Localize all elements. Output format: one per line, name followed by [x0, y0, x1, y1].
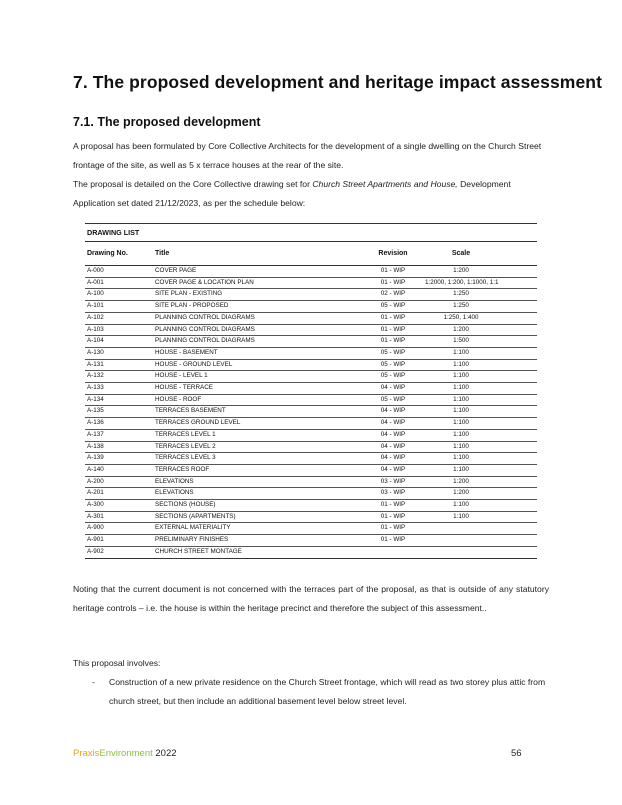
section-heading: 7. The proposed development and heritage impact assessment	[73, 72, 603, 92]
cell-title: TERRACES LEVEL 2	[153, 441, 361, 453]
cell-revision: 05 - WIP	[361, 347, 423, 359]
cell-title: TERRACES LEVEL 1	[153, 429, 361, 441]
drawing-schedule	[85, 242, 537, 559]
header-scale: Scale	[423, 242, 537, 266]
table-row	[85, 464, 537, 476]
cell-title: ELEVATIONS	[153, 488, 361, 500]
cell-drawing-no: A-101	[85, 301, 153, 313]
cell-revision: 05 - WIP	[361, 394, 423, 406]
cell-drawing-no: A-902	[85, 546, 153, 558]
cell-drawing-no: A-301	[85, 511, 153, 523]
cell-title: HOUSE - TERRACE	[153, 383, 361, 395]
cell-title: EXTERNAL MATERIALITY	[153, 523, 361, 535]
cell-scale: 1:250	[423, 289, 537, 301]
cell-scale: 1:200	[423, 266, 537, 278]
cell-title: HOUSE - ROOF	[153, 394, 361, 406]
table-row	[85, 406, 537, 418]
cell-scale: 1:100	[423, 371, 537, 383]
drawing-set-name: Church Street Apartments and House,	[312, 179, 458, 189]
cell-revision: 04 - WIP	[361, 418, 423, 430]
table-row	[85, 453, 537, 465]
cell-scale: 1:100	[423, 394, 537, 406]
table-row	[85, 546, 537, 558]
cell-title: PRELIMINARY FINISHES	[153, 535, 361, 547]
cell-revision: 04 - WIP	[361, 429, 423, 441]
cell-scale: 1:500	[423, 336, 537, 348]
cell-drawing-no: A-132	[85, 371, 153, 383]
cell-scale: 1:200	[423, 476, 537, 488]
footer-brand-praxis: Praxis	[73, 748, 100, 759]
header-revision: Revision	[361, 242, 423, 266]
cell-title: HOUSE - BASEMENT	[153, 347, 361, 359]
cell-drawing-no: A-200	[85, 476, 153, 488]
drawing-list-table	[85, 223, 537, 559]
cell-drawing-no: A-300	[85, 500, 153, 512]
cell-title: PLANNING CONTROL DIAGRAMS	[153, 312, 361, 324]
table-row	[85, 476, 537, 488]
table-row	[85, 289, 537, 301]
terraces-note-paragraph: Noting that the current document is not concerned with the terraces part of the proposal, as that is outside of any statutory heritage controls – i.e. the house is within the heritage precinct and therefore the subject of this assessment..	[73, 584, 549, 613]
cell-revision: 04 - WIP	[361, 453, 423, 465]
cell-title: COVER PAGE	[153, 266, 361, 278]
table-row	[85, 359, 537, 371]
cell-title: SITE PLAN - EXISTING	[153, 289, 361, 301]
cell-drawing-no: A-136	[85, 418, 153, 430]
table-row	[85, 383, 537, 395]
cell-scale: 1:100	[423, 500, 537, 512]
table-row	[85, 324, 537, 336]
cell-title: CHURCH STREET MONTAGE	[153, 546, 361, 558]
cell-title: ELEVATIONS	[153, 476, 361, 488]
table-row	[85, 266, 537, 278]
cell-revision: 01 - WIP	[361, 535, 423, 547]
cell-revision: 01 - WIP	[361, 511, 423, 523]
cell-drawing-no: A-133	[85, 383, 153, 395]
table-row	[85, 441, 537, 453]
cell-title: TERRACES BASEMENT	[153, 406, 361, 418]
cell-title: HOUSE - LEVEL 1	[153, 371, 361, 383]
cell-drawing-no: A-134	[85, 394, 153, 406]
cell-drawing-no: A-100	[85, 289, 153, 301]
cell-drawing-no: A-138	[85, 441, 153, 453]
drawing-list-title: DRAWING LIST	[85, 223, 537, 242]
proposal-detail-paragraph	[73, 175, 549, 213]
cell-scale: 1:250, 1:400	[423, 312, 537, 324]
cell-drawing-no: A-131	[85, 359, 153, 371]
cell-drawing-no: A-135	[85, 406, 153, 418]
table-row	[85, 535, 537, 547]
cell-title: SECTIONS (HOUSE)	[153, 500, 361, 512]
table-row	[85, 511, 537, 523]
cell-drawing-no: A-102	[85, 312, 153, 324]
cell-drawing-no: A-140	[85, 464, 153, 476]
cell-revision: 01 - WIP	[361, 500, 423, 512]
cell-scale	[423, 546, 537, 558]
table-row	[85, 336, 537, 348]
table-row	[85, 347, 537, 359]
table-row	[85, 429, 537, 441]
cell-revision: 01 - WIP	[361, 324, 423, 336]
cell-drawing-no: A-130	[85, 347, 153, 359]
cell-revision: 01 - WIP	[361, 312, 423, 324]
cell-scale: 1:100	[423, 429, 537, 441]
cell-scale: 1:200	[423, 488, 537, 500]
header-drawing-no: Drawing No.	[85, 242, 153, 266]
bullet-text: Construction of a new private residence on the Church Street frontage, which will read as two storey plus attic from church street, but then include an additional basement level below street level.	[109, 677, 546, 706]
cell-scale	[423, 535, 537, 547]
cell-drawing-no: A-137	[85, 429, 153, 441]
proposal-text-after: Development Application set dated 21/12/2023, as per the schedule below:	[73, 179, 511, 208]
table-row	[85, 500, 537, 512]
cell-drawing-no: A-901	[85, 535, 153, 547]
cell-title: COVER PAGE & LOCATION PLAN	[153, 277, 361, 289]
cell-scale: 1:200	[423, 324, 537, 336]
table-row	[85, 418, 537, 430]
cell-title: PLANNING CONTROL DIAGRAMS	[153, 336, 361, 348]
cell-revision: 04 - WIP	[361, 383, 423, 395]
cell-scale: 1:100	[423, 453, 537, 465]
cell-revision: 01 - WIP	[361, 266, 423, 278]
cell-scale: 1:100	[423, 511, 537, 523]
proposal-text-before: The proposal is detailed on the Core Collective drawing set for	[73, 179, 313, 189]
cell-drawing-no: A-001	[85, 277, 153, 289]
table-row	[85, 312, 537, 324]
table-row	[85, 394, 537, 406]
cell-scale: 1:100	[423, 359, 537, 371]
cell-revision	[361, 546, 423, 558]
cell-revision: 03 - WIP	[361, 488, 423, 500]
cell-drawing-no: A-104	[85, 336, 153, 348]
cell-title: HOUSE - GROUND LEVEL	[153, 359, 361, 371]
table-row	[85, 488, 537, 500]
header-title: Title	[153, 242, 361, 266]
cell-revision: 05 - WIP	[361, 371, 423, 383]
table-row	[85, 371, 537, 383]
cell-revision: 01 - WIP	[361, 277, 423, 289]
cell-scale: 1:2000, 1:200, 1:1000, 1:1	[423, 277, 537, 289]
subsection-heading: 7.1. The proposed development	[73, 115, 261, 129]
cell-drawing-no: A-201	[85, 488, 153, 500]
footer-brand-environment: Environment	[99, 748, 153, 759]
table-row	[85, 301, 537, 313]
page-number: 56	[511, 748, 522, 759]
cell-revision: 01 - WIP	[361, 523, 423, 535]
cell-drawing-no: A-139	[85, 453, 153, 465]
table-row	[85, 277, 537, 289]
cell-scale: 1:100	[423, 406, 537, 418]
cell-revision: 02 - WIP	[361, 289, 423, 301]
cell-title: TERRACES LEVEL 3	[153, 453, 361, 465]
cell-revision: 04 - WIP	[361, 406, 423, 418]
footer-year: 2022	[152, 748, 177, 759]
cell-title: SITE PLAN - PROPOSED	[153, 301, 361, 313]
cell-revision: 04 - WIP	[361, 441, 423, 453]
cell-revision: 03 - WIP	[361, 476, 423, 488]
cell-scale: 1:100	[423, 441, 537, 453]
cell-scale: 1:100	[423, 347, 537, 359]
cell-revision: 05 - WIP	[361, 359, 423, 371]
cell-drawing-no: A-103	[85, 324, 153, 336]
cell-title: TERRACES ROOF	[153, 464, 361, 476]
table-header-row	[85, 242, 537, 266]
drawing-list-body	[85, 266, 537, 559]
proposal-involves-paragraph: This proposal involves:	[73, 658, 161, 668]
cell-revision: 04 - WIP	[361, 464, 423, 476]
intro-paragraph: A proposal has been formulated by Core Collective Architects for the development of a single dwelling on the Church Street frontage of the site, as well as 5 x terrace houses at the rear of the site.	[73, 141, 542, 170]
cell-drawing-no: A-900	[85, 523, 153, 535]
bullet-marker: -	[92, 677, 95, 687]
cell-scale	[423, 523, 537, 535]
cell-title: PLANNING CONTROL DIAGRAMS	[153, 324, 361, 336]
cell-scale: 1:100	[423, 383, 537, 395]
footer-brand	[73, 748, 177, 759]
cell-scale: 1:100	[423, 418, 537, 430]
table-row	[85, 523, 537, 535]
cell-drawing-no: A-000	[85, 266, 153, 278]
cell-revision: 05 - WIP	[361, 301, 423, 313]
cell-scale: 1:250	[423, 301, 537, 313]
cell-title: SECTIONS (APARTMENTS)	[153, 511, 361, 523]
cell-scale: 1:100	[423, 464, 537, 476]
cell-revision: 01 - WIP	[361, 336, 423, 348]
cell-title: TERRACES GROUND LEVEL	[153, 418, 361, 430]
